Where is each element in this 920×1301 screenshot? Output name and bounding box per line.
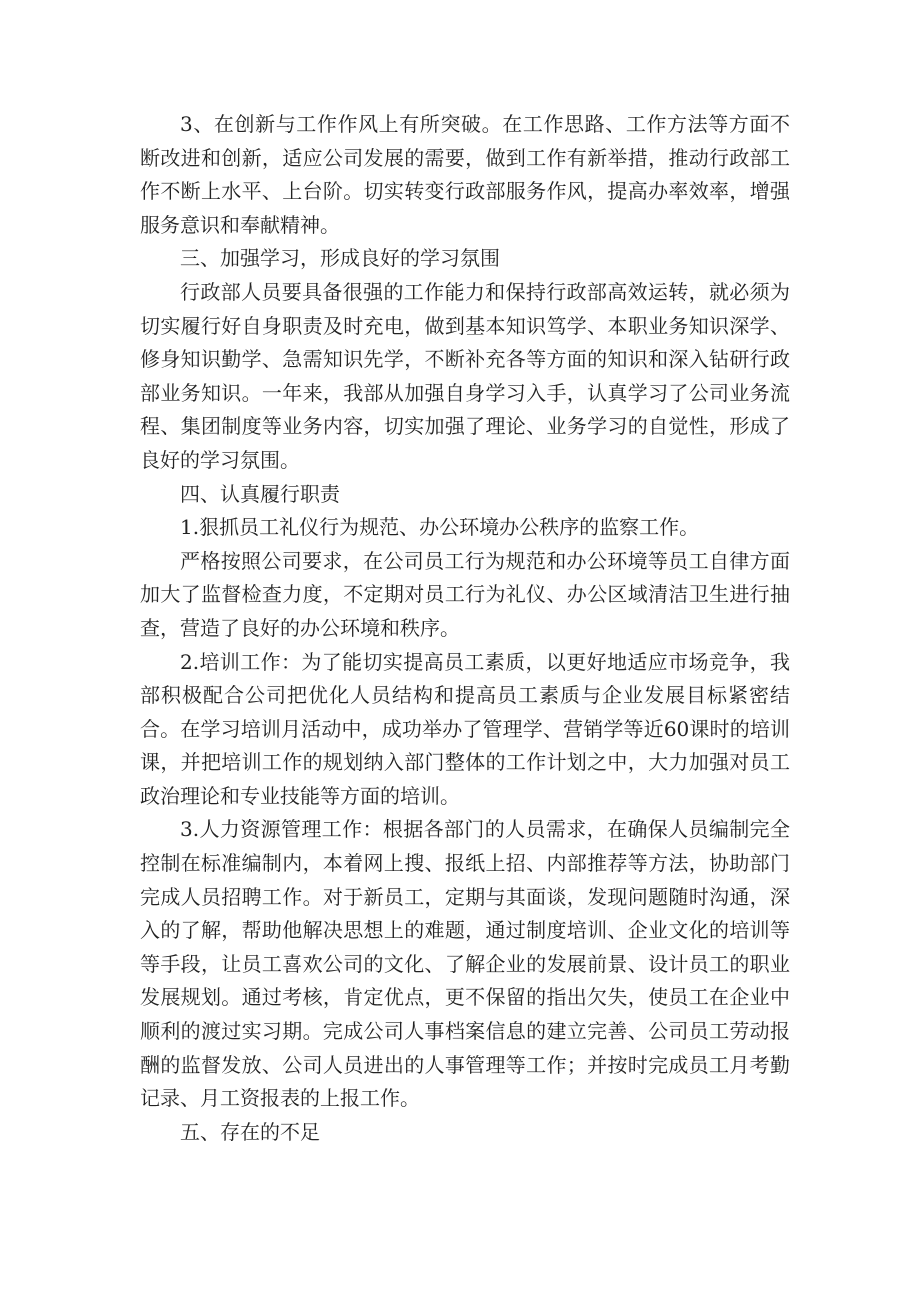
paragraph-learning-atmosphere: 行政部人员要具备很强的工作能力和保持行政部高效运转，就必须为切实履行好自身职责及时充电，做到基本知识笃学、本职业务知识深学、修身知识勤学、急需知识先学，不断补充各等方面的知识和深入钻研行政部业务知识。一年来，我部从加强自身学习入手，认真学习了公司业务流程、集团制度等业务内容，切实加强了理论、业务学习的自觉性，形成了良好的学习氛围。 (140, 279, 790, 472)
section-heading-perform-duties: 四、认真履行职责 (180, 481, 340, 506)
paragraph-training-work: 2.培训工作：为了能切实提高员工素质，以更好地适应市场竞争，我部积极配合公司把优化人员结构和提高员工素质与企业发展目标紧密结合。在学习培训月活动中，成功举办了管理学、营销学等近60课时的培训课，并把培训工作的规划纳入部门整体的工作计划之中，大力加强对员工政治理论和专业技能等方面的培训。 (140, 649, 790, 808)
paragraph-supervision-inspection: 严格按照公司要求，在公司员工行为规范和办公环境等员工自律方面加大了监督检查力度，不定期对员工行为礼仪、办公区域清洁卫生进行抽查，营造了良好的办公环境和秩序。 (140, 548, 790, 640)
paragraph-innovation-style: 3、在创新与工作作风上有所突破。在工作思路、工作方法等方面不断改进和创新，适应公司发展的需要，做到工作有新举措，推动行政部工作不断上水平、上台阶。切实转变行政部服务作风，提高办率效率，增强服务意识和奉献精神。 (140, 112, 790, 237)
section-heading-strengthen-learning: 三、加强学习，形成良好的学习氛围 (180, 246, 500, 271)
document-body (140, 108, 790, 1149)
paragraph-hr-management: 3.人力资源管理工作：根据各部门的人员需求，在确保人员编制完全控制在标准编制内，本着网上搜、报纸上招、内部推荐等方法，协助部门完成人员招聘工作。对于新员工，定期与其面谈，发现问题随时沟通，深入的了解，帮助他解决思想上的难题，通过制度培训、企业文化的培训等等手段，让员工喜欢公司的文化、了解企业的发展前景、设计员工的职业发展规划。通过考核，肯定优点，更不保留的指出欠失，使员工在企业中顺利的渡过实习期。完成公司人事档案信息的建立完善、公司员工劳动报酬的监督发放、公司人员进出的人事管理等工作；并按时完成员工月考勤记录、月工资报表的上报工作。 (140, 817, 790, 1111)
section-heading-shortcomings: 五、存在的不足 (180, 1119, 320, 1144)
subheading-etiquette-supervision: 1.狠抓员工礼仪行为规范、办公环境办公秩序的监察工作。 (180, 515, 700, 540)
